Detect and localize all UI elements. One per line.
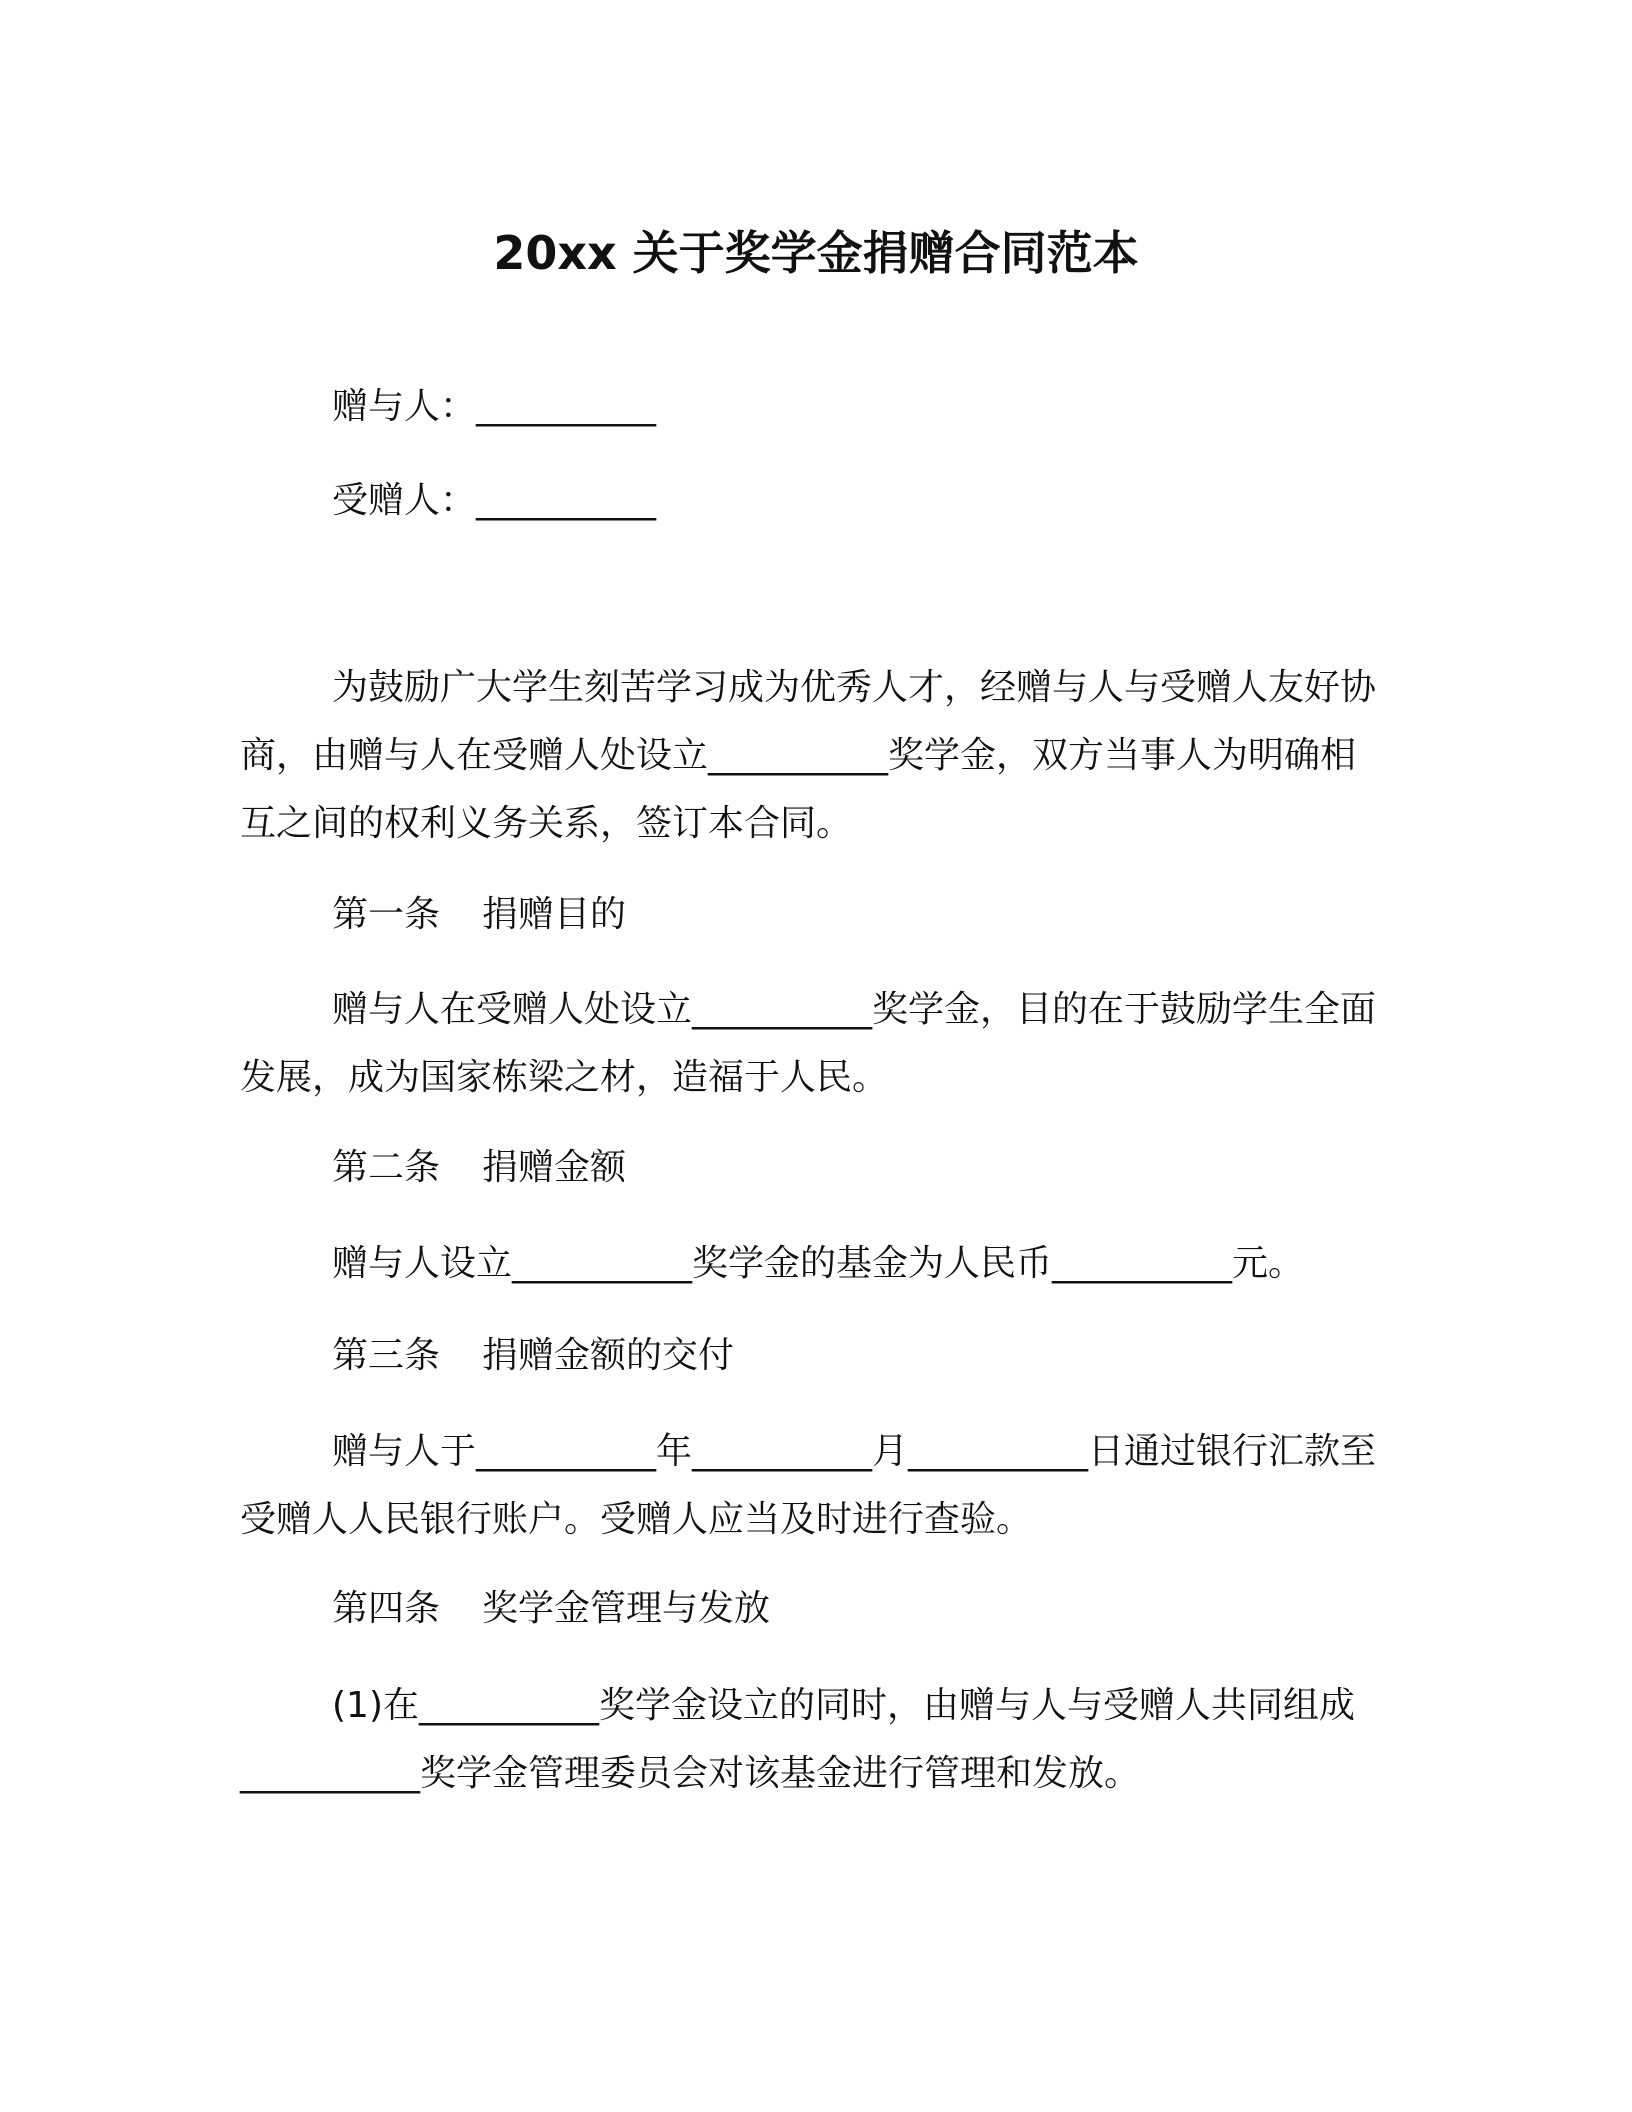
article-1-title: 捐赠目的 (482, 894, 627, 935)
article-2-title: 捐赠金额 (482, 1147, 627, 1188)
article-4-text: (1)在__________奖学金设立的同时，由赠与人与受赠人共同组成__________奖学金管理委员会对该基金进行管理和发放。 (240, 1685, 1355, 1794)
article-3-text: 赠与人于__________年__________月__________日通过银行汇款至受赠人人民银行账户。受赠人应当及时进行查验。 (240, 1431, 1377, 1540)
article-1-number: 第一条 (332, 894, 441, 935)
article-4-heading (332, 1584, 770, 1634)
article-2-heading (332, 1143, 626, 1193)
article-4-number: 第四条 (332, 1588, 441, 1629)
preamble-paragraph: 为鼓励广大学生刻苦学习成为优秀人才，经赠与人与受赠人友好协商，由赠与人在受赠人处设立__________奖学金，双方当事人为明确相互之间的权利义务关系，签订本合同。 (240, 667, 1377, 844)
article-3-title: 捐赠金额的交付 (482, 1335, 735, 1376)
article-4-title: 奖学金管理与发放 (482, 1588, 771, 1629)
article-3-heading (332, 1331, 734, 1381)
document-title: 20xx 关于奖学金捐赠合同范本 (493, 226, 1139, 280)
donee-field: 受赠人：__________ (332, 480, 657, 521)
article-1-text: 赠与人在受赠人处设立__________奖学金，目的在于鼓励学生全面发展，成为国家栋梁之材，造福于人民。 (240, 989, 1377, 1098)
article-3-number: 第三条 (332, 1335, 441, 1376)
donor-field: 赠与人：__________ (332, 386, 657, 427)
article-2-number: 第二条 (332, 1147, 441, 1188)
article-2-text: 赠与人设立__________奖学金的基金为人民币__________元。 (332, 1243, 1305, 1284)
article-1-heading (332, 890, 626, 940)
